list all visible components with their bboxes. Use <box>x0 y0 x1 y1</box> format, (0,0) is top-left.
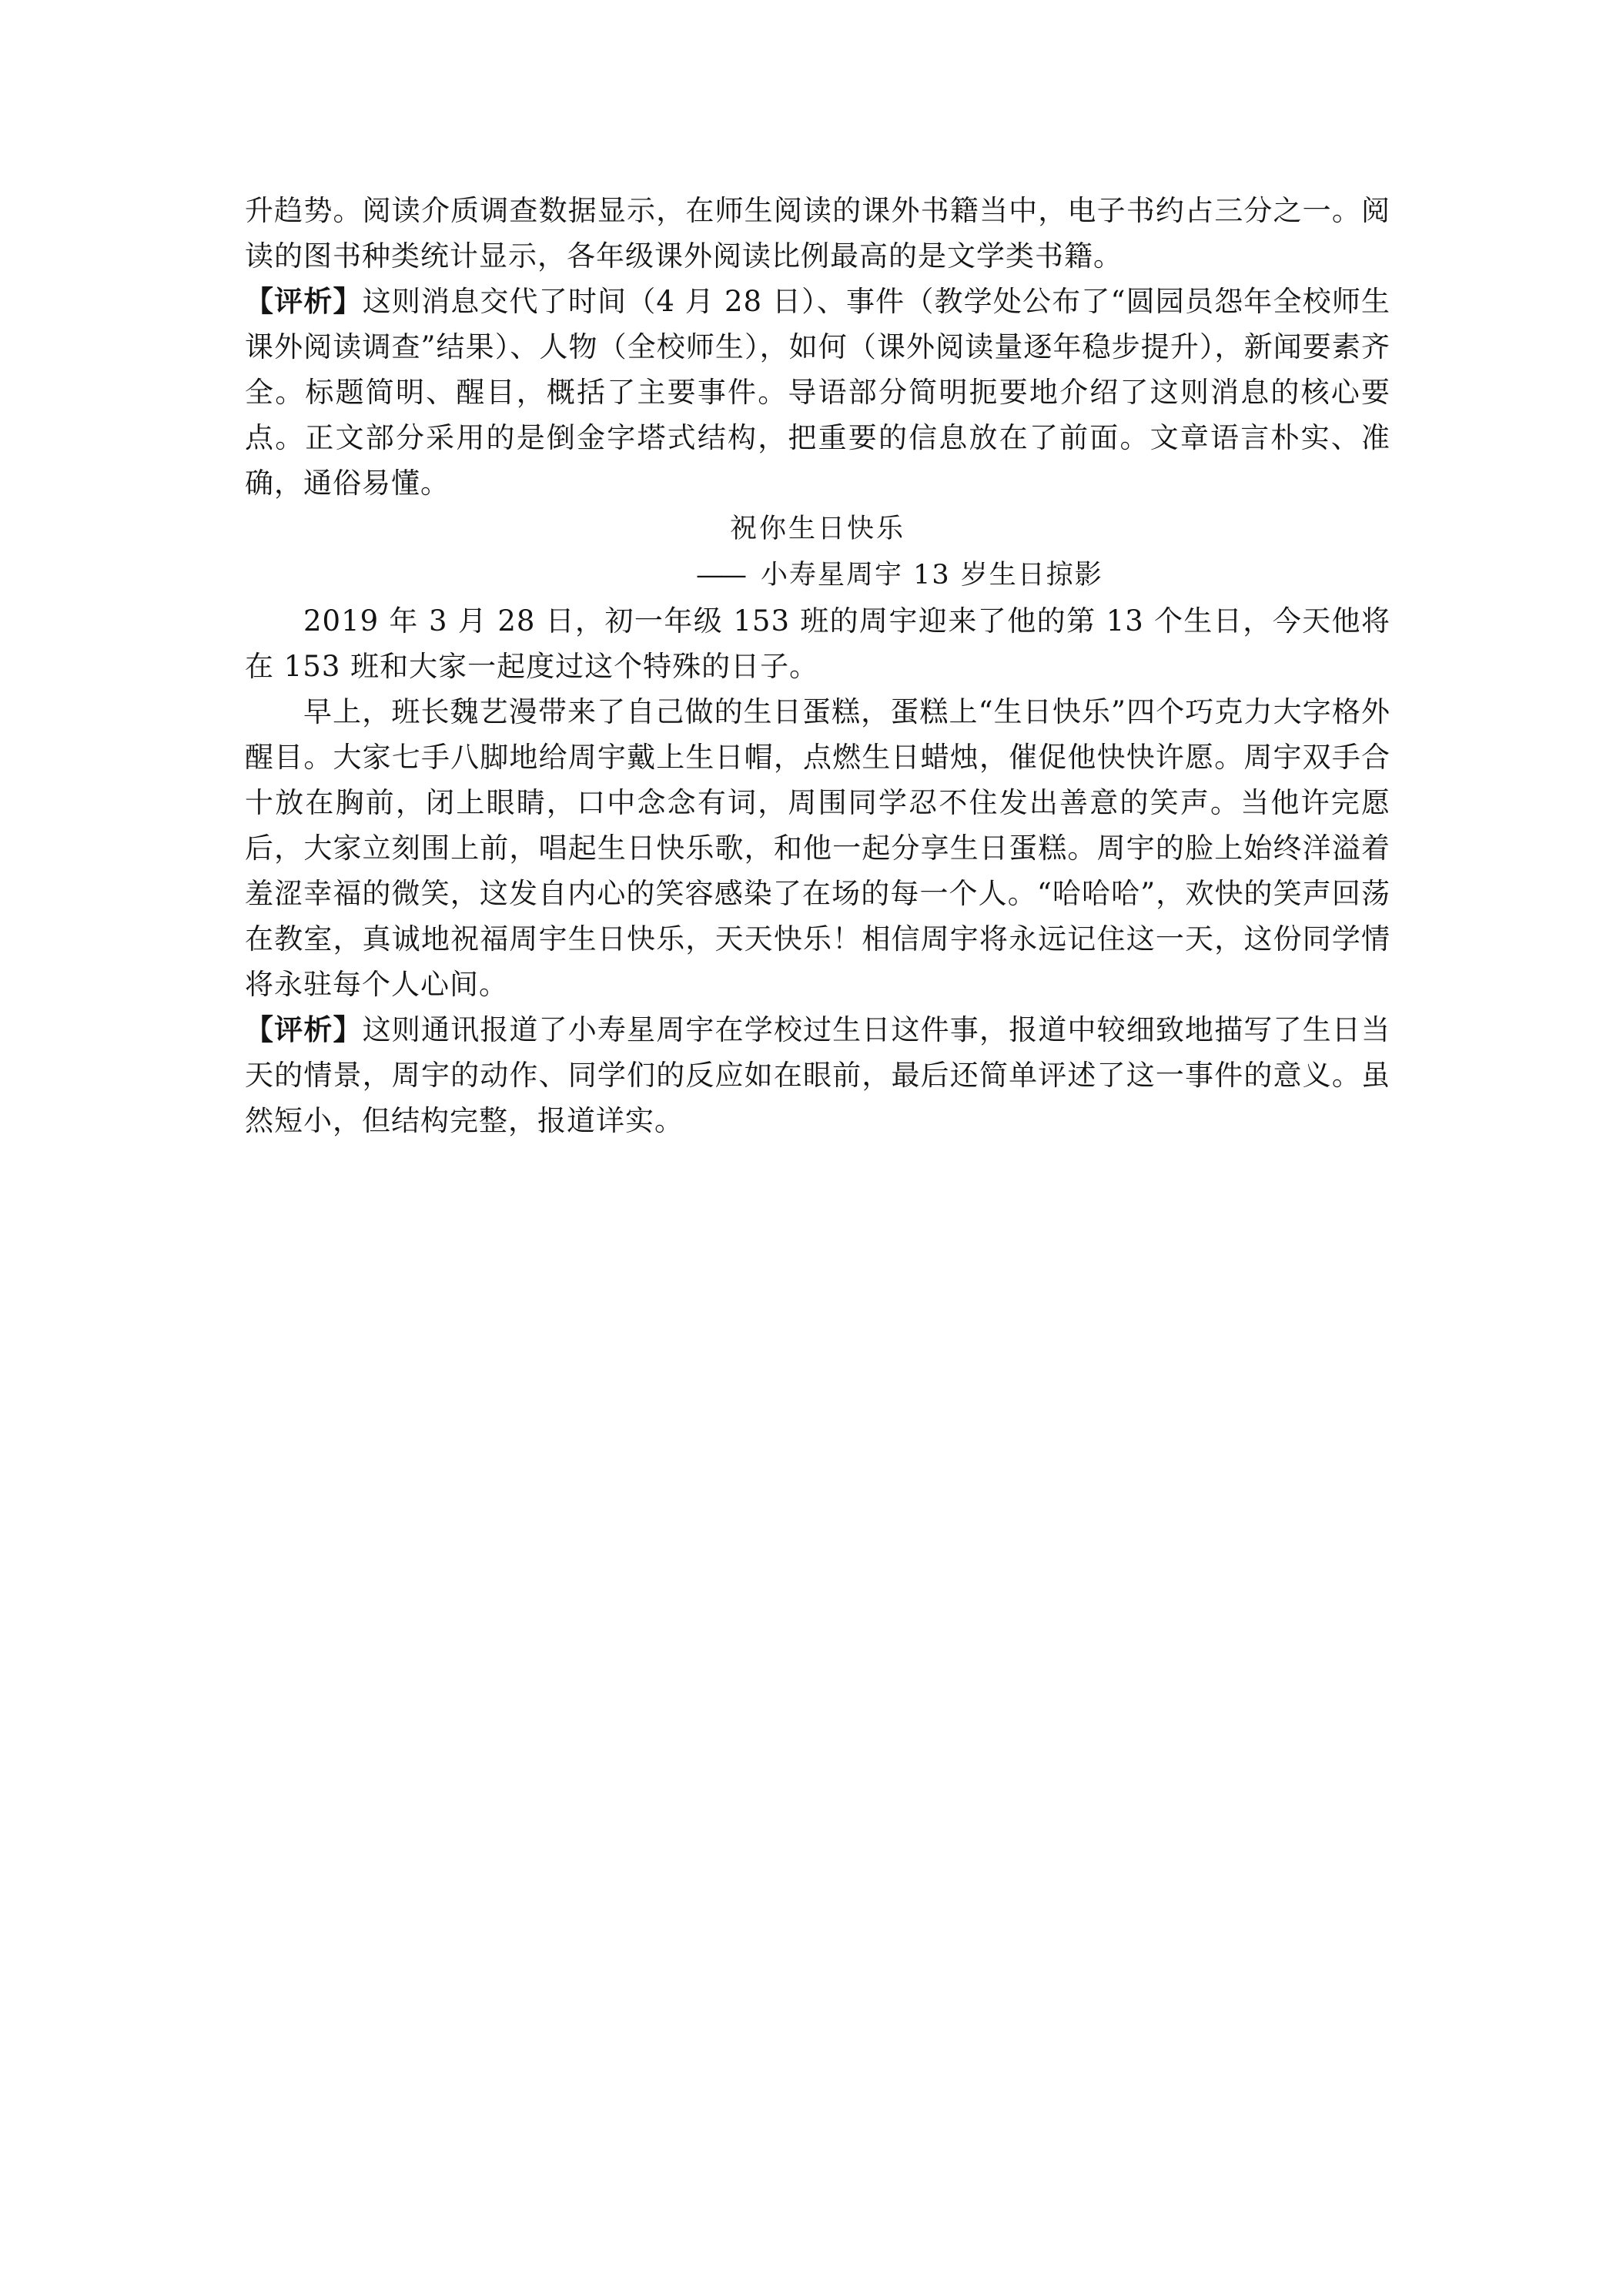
comment-tag: 【评析】 <box>245 1012 363 1046</box>
subtitle-text: 小寿星周宇 13 岁生日掠影 <box>761 560 1103 591</box>
comment-text: 这则消息交代了时间（4 月 28 日）、事件（教学处公布了“圆园员怨年全校师生课外阅读调查”结果）、人物（全校师生），如何（课外阅读量逐年稳步提升），新闻要素齐全。标题简明、醒目，概括了主要事件。导语部分简明扼要地介绍了这则消息的核心要点。正文部分采用的是倒金字塔式结构，把重要的信息放在了前面。文章语言朴实、准确，通俗易懂。 <box>245 285 1390 500</box>
paragraph-continuation: 升趋势。阅读介质调查数据显示，在师生阅读的课外书籍当中，电子书约占三分之一。阅读的图书种类统计显示，各年级课外阅读比例最高的是文学类书籍。 <box>245 194 1390 273</box>
comment-text: 这则通讯报道了小寿星周宇在学校过生日这件事，报道中较细致地描写了生日当天的情景，周宇的动作、同学们的反应如在眼前，最后还简单评述了这一事件的意义。虽然短小，但结构完整，报道详实。 <box>245 1013 1391 1137</box>
comment-paragraph-2 <box>245 1007 1390 1143</box>
document-page <box>245 188 1390 1143</box>
comment-paragraph-1 <box>245 279 1390 506</box>
article-subtitle <box>245 552 1390 598</box>
article-title: 祝你生日快乐 <box>729 514 905 544</box>
article-paragraph-1: 2019 年 3 月 28 日，初一年级 153 班的周宇迎来了他的第 13 个生日，今天他将在 153 班和大家一起度过这个特殊的日子。 <box>245 604 1390 683</box>
comment-tag: 【评析】 <box>245 284 363 318</box>
article-paragraph-2: 早上，班长魏艺漫带来了自己做的生日蛋糕，蛋糕上“生日快乐”四个巧克力大字格外醒目。大家七手八脚地给周宇戴上生日帽，点燃生日蜡烛，催促他快快许愿。周宇双手合十放在胸前，闭上眼睛，口中念念有词，周围同学忍不住发出善意的笑声。当他许完愿后，大家立刻围上前，唱起生日快乐歌，和他一起分享生日蛋糕。周宇的脸上始终洋溢着羞涩幸福的微笑，这发自内心的笑容感染了在场的每一个人。“哈哈哈”，欢快的笑声回荡在教室，真诚地祝福周宇生日快乐，天天快乐！相信周宇将永远记住这一天，这份同学情将永驻每个人心间。 <box>245 695 1390 1001</box>
subtitle-dash: —— <box>696 560 744 591</box>
